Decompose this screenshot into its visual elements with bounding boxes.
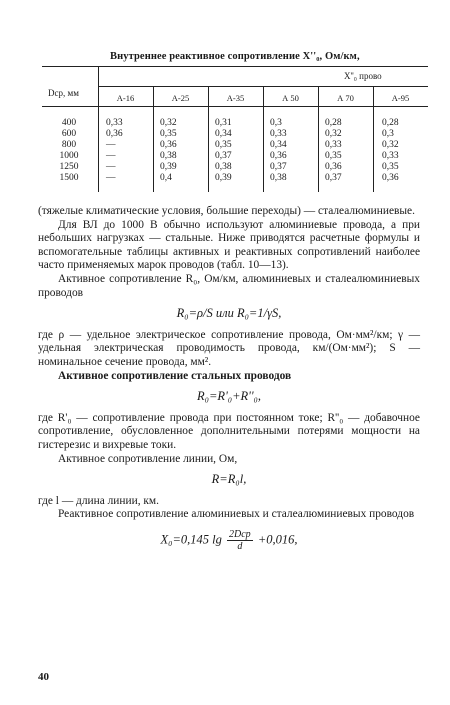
- table-cell: 0,37: [325, 173, 342, 183]
- a70-column: [325, 118, 342, 184]
- dcp-header: Dср, мм: [48, 88, 79, 98]
- a25-column: [160, 118, 177, 184]
- formula-reactive: [38, 529, 420, 552]
- a35-column: [215, 118, 232, 184]
- table-cell: 0,35: [325, 151, 342, 161]
- table-cell: 0,28: [325, 118, 342, 128]
- body-text: [38, 205, 420, 560]
- table-cell: 0,35: [160, 129, 177, 139]
- fraction-numerator: 2Dср: [229, 528, 251, 540]
- paragraph: Активное сопротивление R₀, Ом/км, алюминиевых и сталеалюминиевых проводов: [38, 272, 420, 299]
- table-cell: 1500: [59, 173, 79, 183]
- column-header: А-25: [171, 93, 190, 103]
- table-cell: 0,38: [215, 162, 232, 172]
- table-cell: 0,3: [382, 129, 394, 139]
- table-cell: —: [106, 151, 116, 161]
- formula-line: [38, 473, 420, 487]
- table-cell: 0,36: [106, 129, 123, 139]
- table-cell: 0,35: [215, 140, 232, 150]
- dcp-column: [54, 118, 84, 184]
- column-header: А 50: [282, 93, 299, 103]
- paragraph: Активное сопротивление линии, Ом,: [58, 452, 238, 465]
- fraction: [227, 529, 253, 552]
- table-rule-top: [42, 66, 428, 67]
- table-cell: 0,32: [160, 118, 177, 128]
- table-cell: 1000: [59, 151, 79, 161]
- paragraph: Активное сопротивление стальных проводов: [58, 369, 292, 382]
- table-cell: 0,39: [215, 173, 232, 183]
- table-cell: 0,32: [325, 129, 342, 139]
- table-cell: 0,34: [215, 129, 232, 139]
- table-cell: 0,33: [325, 140, 342, 150]
- paragraph: где ρ — удельное электрическое сопротивление провода, Ом·мм²/км; γ — удельная электрическая проводимость провода, км/(Ом·мм²); S — номинальное сечение провода, мм².: [38, 328, 420, 368]
- table-cell: 400: [61, 118, 77, 128]
- table-cell: 0,31: [215, 118, 232, 128]
- formula-r0: [38, 307, 420, 321]
- table-cell: —: [106, 140, 116, 150]
- table-cell: 0,35: [382, 162, 399, 172]
- formula-text: R₀=ρ/S или R₀=1/γS,: [176, 306, 282, 321]
- x-header: X''₀ прово: [344, 71, 382, 81]
- table-cell: —: [106, 162, 116, 172]
- a50-column: [270, 118, 287, 184]
- fraction-denominator: d: [237, 540, 243, 552]
- column-header: А-95: [391, 93, 410, 103]
- table-cell: 0,37: [270, 162, 287, 172]
- table-cell: 800: [61, 140, 77, 150]
- table-cell: 600: [61, 129, 77, 139]
- formula-text: R₀=R'₀+R''₀,: [197, 389, 261, 404]
- paragraph: Реактивное сопротивление алюминиевых и сталеалюминиевых проводов: [58, 508, 415, 521]
- table-cell: 0,39: [160, 162, 177, 172]
- formula-text: +0,016,: [257, 532, 298, 547]
- a95-column: [382, 118, 399, 184]
- table-cell: 0,37: [215, 151, 232, 161]
- table-cell: 0,32: [382, 140, 399, 150]
- table-cell: 0,28: [382, 118, 399, 128]
- table-cell: 0,3: [270, 118, 282, 128]
- table-rule-header-bottom: [42, 106, 428, 107]
- table-cell: 0,33: [382, 151, 399, 161]
- table-cell: —: [106, 173, 116, 183]
- table-cell: 0,4: [160, 173, 172, 183]
- paragraph: (тяжелые климатические условия, большие переходы) — сталеалюминиевые.: [38, 205, 415, 217]
- paragraph: где l — длина линии, км.: [38, 494, 159, 507]
- table-cell: 0,36: [325, 162, 342, 172]
- table-divider: [98, 66, 99, 192]
- column-header: А 70: [337, 93, 354, 103]
- table-cell: 0,34: [270, 140, 287, 150]
- column-header: А-35: [226, 93, 245, 103]
- table-cell: 0,36: [270, 151, 287, 161]
- table-cell: 0,38: [160, 151, 177, 161]
- table-cell: 0,38: [270, 173, 287, 183]
- table-title: Внутреннее реактивное сопротивление X''₀, Ом/км,: [110, 51, 360, 62]
- formula-text: X₀=0,145 lg: [160, 532, 222, 547]
- paragraph: Для ВЛ до 1000 В обычно используют алюминиевые провода, а при небольших нагрузках — стальные. Ниже приводятся расчетные формулы и вспомогательные таблицы активных и реактивных сопротивлений наиболее часто применяемых марок проводов (табл. 10—13).: [38, 218, 420, 272]
- formula-steel: [38, 390, 420, 404]
- table-cell: 0,33: [106, 118, 123, 128]
- formula-text: R=R₀l,: [211, 472, 247, 487]
- table-cell: 1250: [59, 162, 79, 172]
- table-cell: 0,36: [160, 140, 177, 150]
- table-cell: 0,36: [382, 173, 399, 183]
- table-cell: 0,33: [270, 129, 287, 139]
- a16-column: [106, 118, 123, 184]
- column-header: А-16: [116, 93, 135, 103]
- paragraph: где R'₀ — сопротивление провода при постоянном токе; R''₀ — добавочное сопротивление, обусловленное дополнительными потерями мощности на гистерезис и вихревые токи.: [38, 411, 420, 451]
- page-number: 40: [38, 671, 49, 683]
